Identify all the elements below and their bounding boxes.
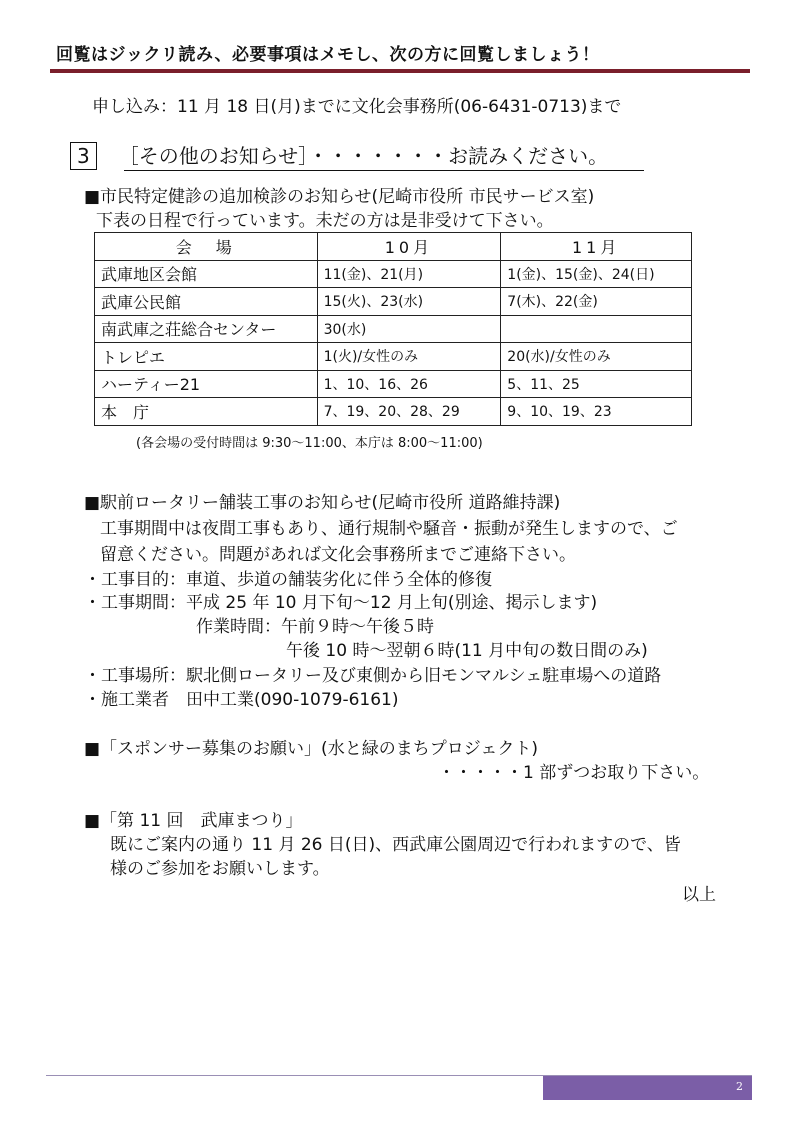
construction-place: ・工事場所：駅北側ロータリー及び東側から旧モンマルシェ駐車場への道路: [84, 666, 662, 686]
table-row: [95, 288, 692, 316]
table-row: [95, 370, 692, 398]
construction-heading: ■駅前ロータリー舗装工事のお知らせ(尼崎市役所 道路維持課): [84, 493, 561, 513]
page-number: 2: [736, 1080, 743, 1093]
page-header-title: 回覧はジックリ読み、必要事項はメモし、次の方に回覧しましょう！: [56, 45, 600, 65]
table-row: [95, 260, 692, 288]
closing-text: 以上: [682, 885, 716, 905]
venue-cell: 本 庁: [95, 398, 318, 426]
construction-hours-2: 午後 10 時～翌朝６時(11 月中旬の数日間のみ): [286, 641, 648, 661]
table-header-october: 10月: [317, 233, 501, 261]
section-heading: [70, 140, 608, 170]
construction-body-1: 工事期間中は夜間工事もあり、通行規制や騒音・振動が発生しますので、ご: [100, 519, 678, 539]
construction-purpose: ・工事目的：車道、歩道の舗装劣化に伴う全体的修復: [84, 570, 492, 590]
festival-body-2: 様のご参加をお願いします。: [110, 859, 330, 879]
checkup-schedule-table: [94, 232, 692, 426]
deadline-text: 申し込み：11 月 18 日(月)までに文化会事務所(06-6431-0713)まで: [92, 97, 622, 117]
october-cell: 1(火)/女性のみ: [317, 343, 501, 371]
venue-cell: 武庫地区会館: [95, 260, 318, 288]
checkup-heading: ■市民特定健診の追加検診のお知らせ(尼崎市役所 市民サービス室): [84, 187, 595, 207]
october-cell: 30(水): [317, 315, 501, 343]
november-cell: 7(木)、22(金): [501, 288, 692, 316]
table-row: [95, 398, 692, 426]
venue-cell: 南武庫之荘総合センター: [95, 315, 318, 343]
reception-hours-note: (各会場の受付時間は 9:30～11:00、本庁は 8:00～11:00): [136, 436, 483, 451]
table-row: [95, 315, 692, 343]
sponsor-heading: ■「スポンサー募集のお願い」(水と緑のまちプロジェクト): [84, 739, 538, 759]
table-row: [95, 343, 692, 371]
construction-hours-1: 作業時間：午前９時～午後５時: [196, 617, 434, 637]
footer-bar: [543, 1076, 752, 1100]
october-cell: 15(火)、23(水): [317, 288, 501, 316]
october-cell: 11(金)、21(月): [317, 260, 501, 288]
festival-heading: ■「第 11 回 武庫まつり」: [84, 811, 303, 831]
festival-body-1: 既にご案内の通り 11 月 26 日(日)、西武庫公園周辺で行われますので、皆: [110, 835, 681, 855]
section-number: 3: [70, 142, 97, 170]
october-cell: 7、19、20、28、29: [317, 398, 501, 426]
table-header-row: [95, 233, 692, 261]
november-cell: 9、10、19、23: [501, 398, 692, 426]
construction-body-2: 留意ください。問題があれば文化会事務所までご連絡下さい。: [100, 545, 576, 565]
november-cell: [501, 315, 692, 343]
sponsor-line: ・・・・・1 部ずつお取り下さい。: [438, 763, 710, 783]
checkup-intro: 下表の日程で行っています。未だの方は是非受けて下さい。: [96, 211, 554, 231]
venue-cell: ハーティー21: [95, 370, 318, 398]
november-cell: 5、11、25: [501, 370, 692, 398]
section-title: ［その他のお知らせ］・・・・・・・お読みください。: [118, 144, 609, 168]
venue-cell: トレピエ: [95, 343, 318, 371]
header-rule: [50, 69, 750, 73]
construction-contractor: ・施工業者 田中工業(090-1079-6161): [84, 690, 399, 710]
november-cell: 20(水)/女性のみ: [501, 343, 692, 371]
october-cell: 1、10、16、26: [317, 370, 501, 398]
venue-cell: 武庫公民館: [95, 288, 318, 316]
table-header-venue: 会 場: [95, 233, 318, 261]
construction-period: ・工事期間：平成 25 年 10 月下旬～12 月上旬(別途、掲示します): [84, 593, 598, 613]
table-header-november: 11月: [501, 233, 692, 261]
section-underline: [124, 170, 644, 171]
november-cell: 1(金)、15(金)、24(日): [501, 260, 692, 288]
